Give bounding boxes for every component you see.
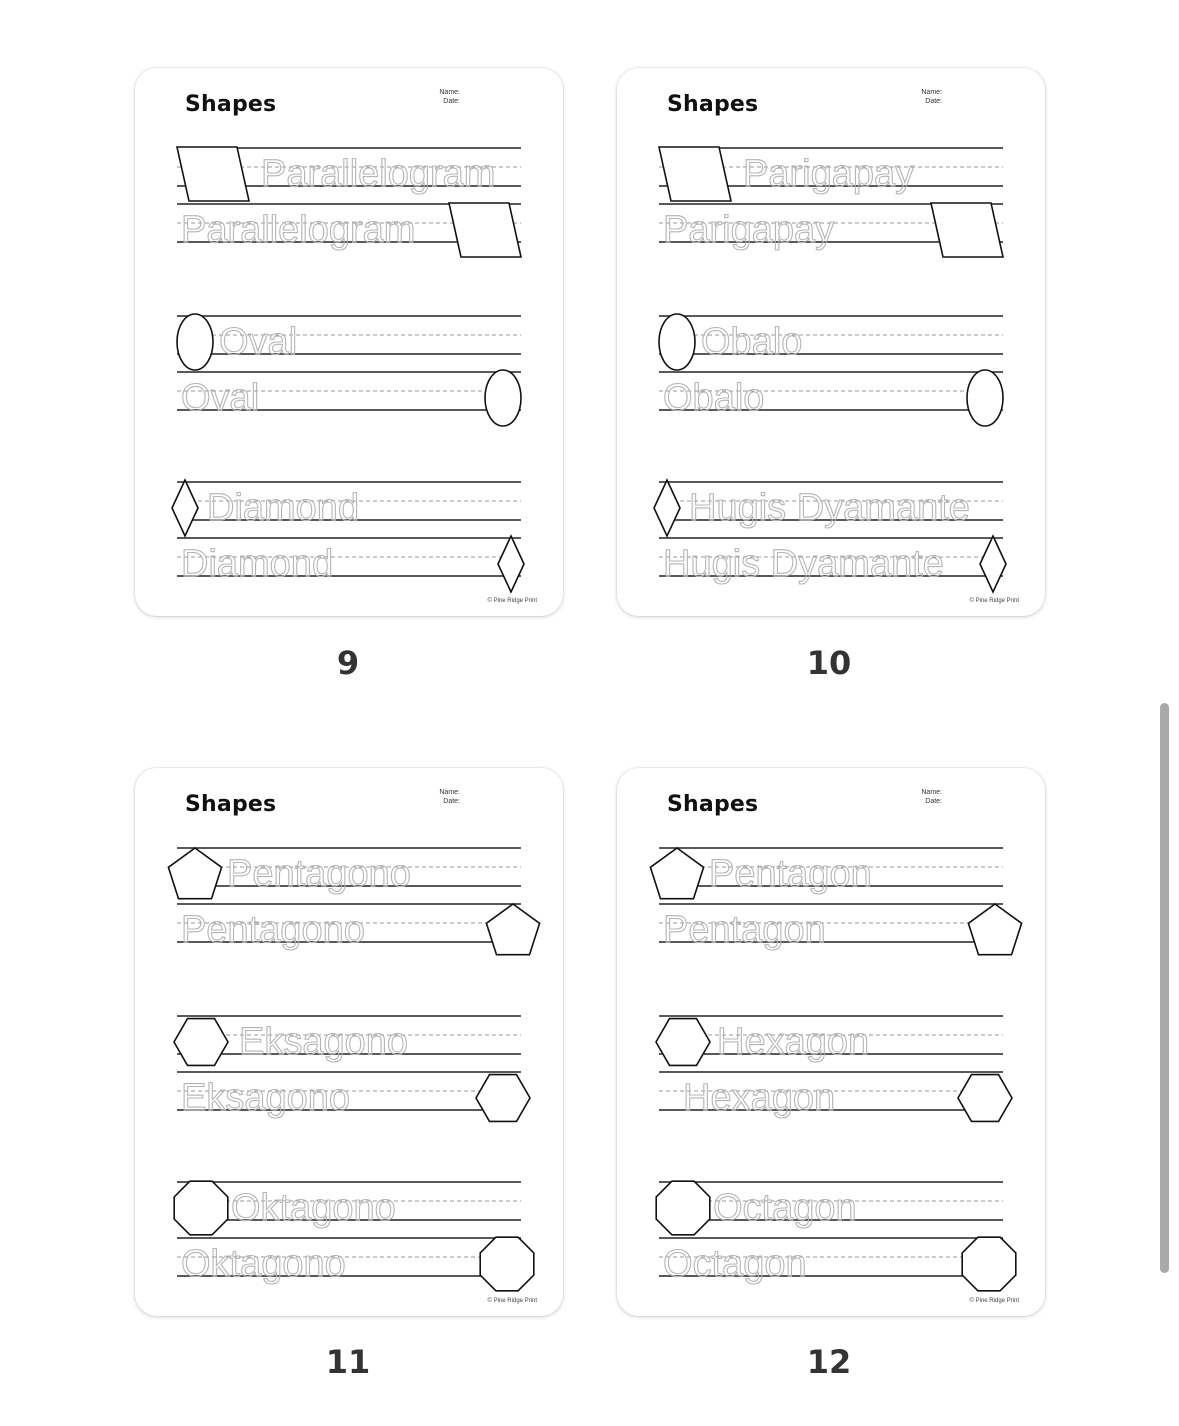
- octagon-icon: [962, 1237, 1016, 1291]
- tracing-word: Parigapay: [663, 209, 835, 251]
- tracing-word: Eksagono: [181, 1077, 351, 1119]
- tracing-word: Obalo: [663, 377, 765, 419]
- tracing-lines: [135, 68, 563, 616]
- date-label: Date:: [925, 798, 942, 805]
- tracing-word: Parallelogram: [261, 153, 496, 195]
- page-number: 12: [806, 1343, 852, 1381]
- worksheet-title: Shapes: [667, 792, 759, 817]
- parallelogram-icon: [449, 203, 521, 257]
- oval-icon: [659, 314, 695, 370]
- worksheet-thumbnail-11[interactable]: [135, 768, 563, 1316]
- date-label: Date:: [925, 98, 942, 105]
- tracing-lines: [617, 768, 1045, 1316]
- tracing-lines: [617, 68, 1045, 616]
- octagon-icon: [480, 1237, 534, 1291]
- diamond-icon: [172, 480, 198, 536]
- pentagon-icon: [168, 848, 221, 899]
- name-label: Name:: [921, 89, 942, 96]
- tracing-word: Oval: [181, 377, 260, 419]
- worksheet-thumbnail-12[interactable]: [617, 768, 1045, 1316]
- tracing-word: Parigapay: [743, 153, 915, 195]
- parallelogram-icon: [931, 203, 1003, 257]
- parallelogram-icon: [659, 147, 731, 201]
- tracing-word: Oktagono: [231, 1187, 396, 1229]
- date-label: Date:: [443, 98, 460, 105]
- tracing-word: Diamond: [207, 487, 360, 529]
- tracing-word: Pentagono: [181, 909, 365, 951]
- tracing-word: Eksagono: [239, 1021, 409, 1063]
- tracing-word: Pentagono: [227, 853, 411, 895]
- tracing-lines: [135, 768, 563, 1316]
- copyright-footer: © Pine Ridge Print: [969, 598, 1019, 604]
- page-number: 9: [336, 644, 360, 682]
- tracing-word: Diamond: [181, 543, 334, 585]
- hexagon-icon: [656, 1019, 710, 1066]
- worksheet-title: Shapes: [667, 92, 759, 117]
- name-label: Name:: [439, 789, 460, 796]
- tracing-word: Hugis Dyamante: [663, 543, 944, 585]
- tracing-word: Hugis Dyamante: [689, 487, 970, 529]
- tracing-word: Pentagon: [663, 909, 826, 951]
- tracing-word: Octagon: [663, 1243, 807, 1285]
- octagon-icon: [656, 1181, 710, 1235]
- worksheet-thumbnail-9[interactable]: [135, 68, 563, 616]
- page-number: 11: [325, 1343, 371, 1381]
- diamond-icon: [980, 536, 1006, 592]
- oval-icon: [177, 314, 213, 370]
- octagon-icon: [174, 1181, 228, 1235]
- oval-icon: [967, 370, 1003, 426]
- tracing-word: Hexagon: [717, 1021, 870, 1063]
- date-label: Date:: [443, 798, 460, 805]
- oval-icon: [485, 370, 521, 426]
- name-label: Name:: [921, 789, 942, 796]
- tracing-word: Hexagon: [683, 1077, 836, 1119]
- copyright-footer: © Pine Ridge Print: [487, 598, 537, 604]
- diamond-icon: [498, 536, 524, 592]
- worksheet-title: Shapes: [185, 792, 277, 817]
- hexagon-icon: [958, 1075, 1012, 1122]
- name-label: Name:: [439, 89, 460, 96]
- copyright-footer: © Pine Ridge Print: [487, 1298, 537, 1304]
- pentagon-icon: [968, 904, 1021, 955]
- pentagon-icon: [650, 848, 703, 899]
- vertical-scrollbar[interactable]: [1160, 703, 1169, 1273]
- pentagon-icon: [486, 904, 539, 955]
- tracing-word: Oval: [219, 321, 298, 363]
- tracing-word: Obalo: [701, 321, 803, 363]
- copyright-footer: © Pine Ridge Print: [969, 1298, 1019, 1304]
- worksheet-title: Shapes: [185, 92, 277, 117]
- tracing-word: Parallelogram: [181, 209, 416, 251]
- tracing-word: Oktagono: [181, 1243, 346, 1285]
- page-number: 10: [806, 644, 852, 682]
- tracing-word: Pentagon: [709, 853, 872, 895]
- tracing-word: Octagon: [713, 1187, 857, 1229]
- hexagon-icon: [174, 1019, 228, 1066]
- parallelogram-icon: [177, 147, 249, 201]
- worksheet-thumbnail-10[interactable]: [617, 68, 1045, 616]
- hexagon-icon: [476, 1075, 530, 1122]
- diamond-icon: [654, 480, 680, 536]
